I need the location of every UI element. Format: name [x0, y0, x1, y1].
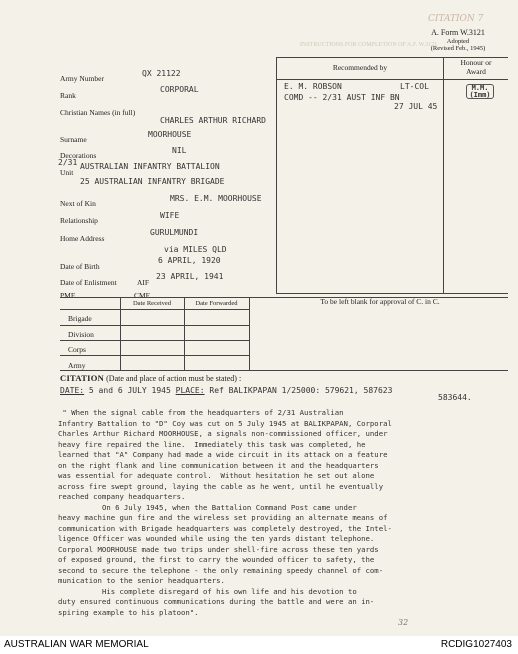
citation-heading: [60, 373, 241, 383]
pmf-label: PMF: [60, 291, 76, 300]
formation-value: 25 AUSTRALIAN INFANTRY BRIGADE: [80, 177, 225, 186]
decorations-label: Decorations: [60, 151, 97, 160]
honour-award-header: Honour or Award: [460, 58, 492, 76]
home-address-value: GURULMUNDI: [150, 228, 199, 237]
surname-value: MOORHOUSE: [148, 130, 192, 139]
date-of-enlistment-label: Date of Enlistment: [60, 278, 117, 287]
form-revised: (Revised Feb., 1945): [430, 45, 486, 53]
recommended-by-header: Recommended by: [332, 63, 388, 72]
routing-row-corps: Corps: [68, 345, 86, 354]
routing-row-division: Division: [68, 330, 94, 339]
surname-label: Surname: [60, 135, 87, 144]
routing-col-3-rule: [249, 297, 250, 370]
recommender-name: E. M. ROBSON: [284, 82, 342, 91]
routing-header-rule: [60, 309, 249, 310]
recommender-position: COMD -- 2/31 AUST INF BN: [284, 93, 400, 102]
page-mark: 32: [398, 618, 409, 627]
pencil-annotation: CITATION 7: [428, 14, 484, 24]
home-address-label: Home Address: [60, 234, 105, 243]
next-of-kin-label: Next of Kin: [60, 199, 96, 208]
routing-col-2-rule: [184, 297, 185, 370]
date-of-birth-label: Date of Birth: [60, 262, 100, 271]
place-value: Ref BALIKPAPAN 1/25000: 579621, 587623: [209, 386, 393, 395]
relationship-label: Relationship: [60, 216, 98, 225]
army-number-label: Army Number: [60, 74, 104, 83]
army-number-value: QX 21122: [142, 69, 181, 78]
routing-row-rule-1: [60, 325, 249, 326]
decorations-value: NIL: [172, 146, 187, 155]
recommend-box-divider: [443, 57, 444, 293]
christian-names-label: Christian Names (in full): [60, 108, 136, 117]
date-value: 5 and 6 JULY 1945: [88, 386, 171, 395]
citation-heading-note: (Date and place of action must be stated) :: [106, 374, 242, 383]
recommend-box-header-rule: [276, 79, 508, 80]
date-received-header: Date Received: [132, 300, 172, 307]
routing-row-army: Army: [68, 361, 86, 370]
unit-prefix: 2/31: [58, 158, 78, 167]
form-number: A. Form W.3121: [431, 28, 485, 37]
award-line-1: M.M.: [471, 84, 489, 92]
award-line-2: (Imm): [469, 90, 491, 99]
date-of-enlistment-value: 23 APRIL, 1941: [156, 272, 224, 281]
unit-value: AUSTRALIAN INFANTRY BATTALION: [80, 162, 220, 171]
routing-table-bottom-border: [60, 370, 508, 371]
citation-date-place: [60, 386, 392, 395]
form-reference: [408, 28, 508, 53]
place-value-continued: 583644.: [438, 393, 472, 402]
footer-record-id: RCDIG1027403: [440, 639, 512, 650]
date-forwarded-header: Date Forwarded: [195, 300, 238, 307]
recommendation-date: 27 JUL 45: [394, 102, 438, 111]
routing-row-brigade: Brigade: [68, 314, 92, 323]
cmf-label: CMF: [134, 291, 150, 300]
date-of-birth-value: 6 APRIL, 1920: [158, 256, 221, 265]
archive-footer: [0, 636, 518, 654]
rank-label: Rank: [60, 91, 76, 100]
christian-names-value: CHARLES ARTHUR RICHARD: [160, 116, 266, 125]
approval-note: To be left blank for approval of C. in C.: [320, 297, 440, 306]
place-label: PLACE:: [175, 386, 205, 395]
enlistment-prefix: AIF: [137, 278, 150, 287]
citation-title: CITATION: [60, 373, 105, 383]
routing-col-1-rule: [120, 297, 121, 370]
home-address-line2: via MILES QLD: [164, 245, 227, 254]
recommend-box-bottom-border: [276, 293, 508, 294]
date-label: DATE:: [60, 386, 85, 395]
citation-body: " When the signal cable from the headquarters of 2/31 Australian Infantry Battalion to "D" Coy was cut on 5 July 1945 at BALIKPAPAN, Corporal Charles Arthur Richard MOORHOUSE, a signals non-commissioned officer, under heavy fire repaired the line. Immediately this task was completed, he learned that "A" Company had made a wide circuit in its attack on a feature on the right flank and line communication between it and the headquarters was essential for adequate control. Without hesitation he set out alone across fire swept ground, laying the cable as he went, until he eventually reached company headquarters. On 6 July 1945, when the Battalion Command Post came under heavy machine gun fire and the wireless set providing an alternate means of communication with Brigade headquarters was completely destroyed, the Intel- ligence Officer was wounded while using the ten yards distant telephone. Corporal MOORHOUSE made two trips under shell-fire across these ten yards of exposed ground, the first to carry the wounded officer to safety, the second to secure the telephone - the only remaining speedy channel of com- munication to the senior headquarters. His complete disregard of his own life and his devotion to duty ensured continuous communications during the battle and were an in- spiring example to his platoon".: [58, 408, 392, 617]
reverse-side-bleed-title: INSTRUCTIONS FOR COMPLETION OF A.F. W.3121: [300, 42, 438, 48]
routing-row-rule-3: [60, 355, 249, 356]
relationship-value: WIFE: [160, 211, 180, 220]
rank-value: CORPORAL: [160, 85, 199, 94]
routing-row-rule-2: [60, 340, 249, 341]
footer-institution: AUSTRALIAN WAR MEMORIAL: [4, 639, 149, 650]
unit-label: Unit: [60, 168, 74, 177]
form-adopted: Adopted: [446, 37, 470, 45]
next-of-kin-value: MRS. E.M. MOORHOUSE: [170, 194, 262, 203]
recommend-box-left-border: [276, 57, 277, 293]
award-stamp: [466, 84, 494, 99]
recommender-rank: LT-COL: [400, 82, 429, 91]
